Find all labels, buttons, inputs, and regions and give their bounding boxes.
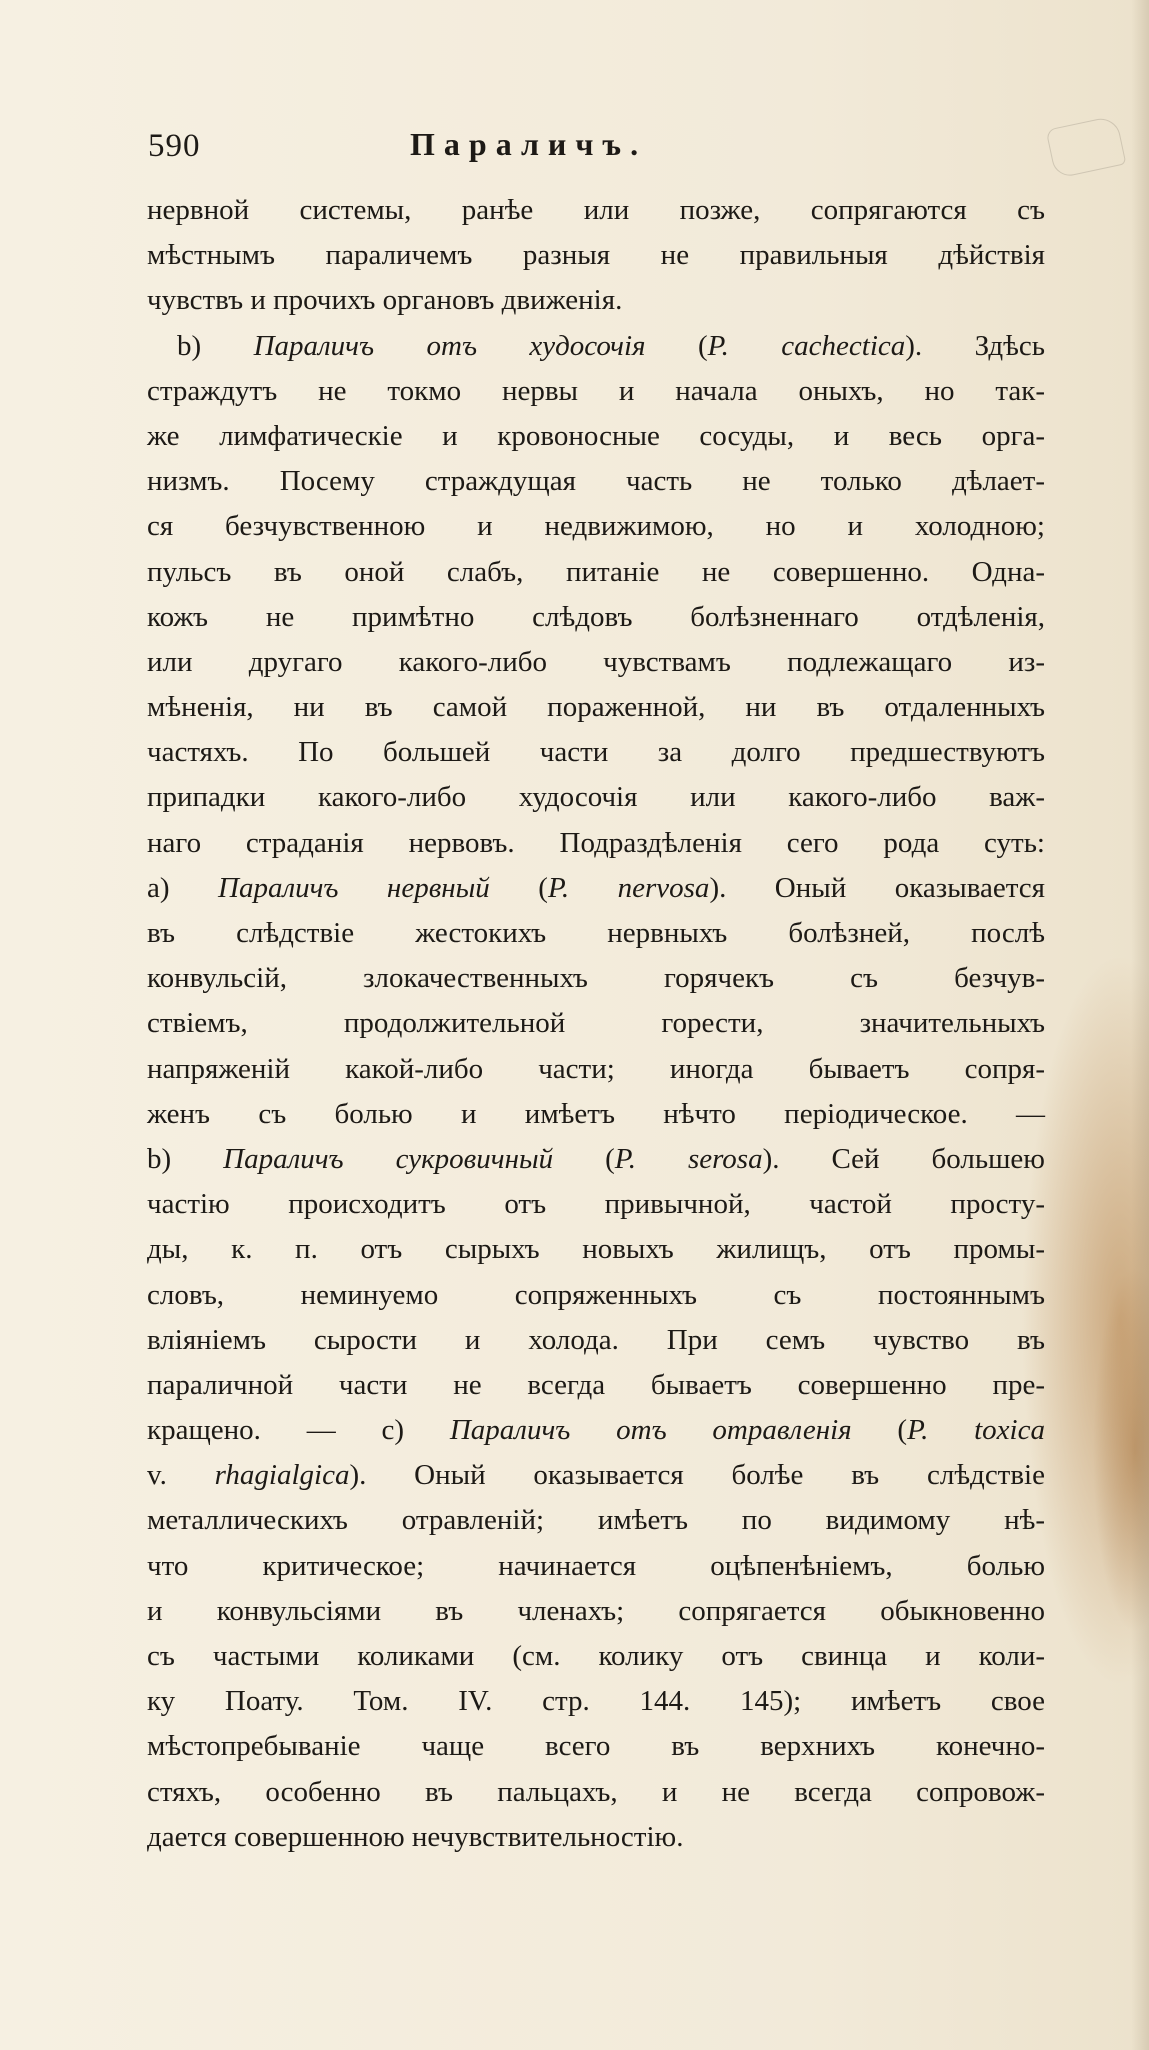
italic-term: P. cachectica bbox=[707, 329, 906, 362]
text-line bbox=[147, 504, 1045, 549]
text-segment: ( bbox=[553, 1142, 615, 1175]
italic-term: Параличъ отъ отравленія bbox=[449, 1414, 852, 1447]
text-segment: частію происходитъ отъ привычной, частой просту- bbox=[147, 1188, 1045, 1221]
text-line bbox=[147, 685, 1045, 730]
text-segment: мѣненія, ни въ самой пораженной, ни въ отдаленныхъ bbox=[147, 691, 1045, 724]
text-line bbox=[147, 866, 1045, 911]
text-line bbox=[147, 414, 1045, 459]
text-segment: частяхъ. По большей части за долго предшествуютъ bbox=[147, 736, 1045, 769]
text-segment: ). Оный оказывается bbox=[709, 871, 1045, 904]
text-line bbox=[147, 730, 1045, 775]
text-line bbox=[147, 1047, 1045, 1092]
text-line bbox=[147, 1408, 1045, 1453]
text-line bbox=[147, 324, 1045, 369]
italic-term: rhagialgica bbox=[214, 1459, 350, 1492]
text-segment: словъ, неминуемо сопряженныхъ съ постояннымъ bbox=[147, 1278, 1045, 1311]
text-segment: припадки какого-либо худосочія или какого-либо важ- bbox=[147, 781, 1045, 814]
text-segment: вліяніемъ сырости и холода. При семъ чувство въ bbox=[147, 1323, 1045, 1356]
text-segment: наго страданія нервовъ. Подраздѣленія сего рода суть: bbox=[147, 826, 1045, 859]
text-segment: металлическихъ отравленій; имѣетъ по видимому нѣ- bbox=[147, 1504, 1045, 1537]
text-line bbox=[147, 550, 1045, 595]
text-segment: нервной системы, ранѣе или позже, сопрягаются съ bbox=[147, 194, 1045, 226]
text-segment: a) bbox=[147, 871, 218, 904]
text-segment: стяхъ, особенно въ пальцахъ, и не всегда сопровож- bbox=[147, 1775, 1045, 1808]
running-head bbox=[148, 128, 1028, 178]
text-segment: пульсъ въ оной слабъ, питаніе не совершенно. Одна- bbox=[147, 555, 1045, 588]
running-title: Параличъ. bbox=[410, 126, 648, 162]
italic-term: Параличъ нервный bbox=[218, 871, 490, 904]
text-line bbox=[147, 1092, 1045, 1137]
text-line bbox=[147, 1273, 1045, 1318]
body-text bbox=[147, 188, 1045, 1860]
page-number: 590 bbox=[148, 128, 201, 164]
text-line bbox=[147, 1544, 1045, 1589]
text-line bbox=[147, 775, 1045, 820]
text-segment: конвульсій, злокачественныхъ горячекъ съ безчув- bbox=[147, 962, 1045, 995]
text-segment: кращено. — c) bbox=[147, 1414, 450, 1447]
text-line bbox=[147, 911, 1045, 956]
text-line bbox=[147, 956, 1045, 1001]
text-line bbox=[147, 1815, 1045, 1860]
text-line bbox=[147, 640, 1045, 685]
text-line bbox=[147, 1001, 1045, 1046]
paper-stain-mark bbox=[1046, 115, 1127, 179]
text-segment: мѣстопребываніе чаще всего въ верхнихъ конечно- bbox=[147, 1730, 1045, 1763]
text-line bbox=[147, 1318, 1045, 1363]
text-segment: ( bbox=[489, 871, 548, 904]
text-segment: ). Здѣсь bbox=[905, 329, 1046, 362]
text-line bbox=[147, 1182, 1045, 1227]
text-segment: и конвульсіями въ членахъ; сопрягается обыкновенно bbox=[147, 1594, 1045, 1627]
italic-term: P. serosa bbox=[614, 1142, 763, 1175]
text-segment: женъ съ болью и имѣетъ нѣчто періодическое. — bbox=[147, 1097, 1045, 1130]
text-segment: ды, к. п. отъ сырыхъ новыхъ жилищъ, отъ промы- bbox=[147, 1233, 1045, 1266]
text-segment: v. bbox=[147, 1459, 215, 1492]
italic-term: Параличъ сукровичный bbox=[223, 1142, 554, 1175]
text-segment: кожъ не примѣтно слѣдовъ болѣзненнаго отдѣленія, bbox=[147, 600, 1045, 633]
text-line bbox=[147, 595, 1045, 640]
text-line bbox=[147, 821, 1045, 866]
text-line bbox=[147, 1453, 1045, 1498]
text-segment: въ слѣдствіе жестокихъ нервныхъ болѣзней, послѣ bbox=[147, 917, 1045, 949]
italic-term: Параличъ отъ худосочія bbox=[253, 329, 646, 362]
text-segment: ( bbox=[645, 329, 708, 362]
text-segment: мѣстнымъ параличемъ разныя не правильныя дѣйствія bbox=[147, 239, 1045, 272]
text-segment: страждутъ не токмо нервы и начала оныхъ, но так- bbox=[147, 374, 1045, 407]
page-edge-shadow bbox=[1131, 0, 1149, 2050]
text-line bbox=[147, 369, 1045, 414]
text-segment: напряженій какой-либо части; иногда бываетъ сопря- bbox=[147, 1052, 1045, 1085]
text-line bbox=[147, 278, 1045, 323]
text-line bbox=[147, 1724, 1045, 1769]
text-segment: параличной части не всегда бываетъ совершенно пре- bbox=[147, 1368, 1045, 1401]
text-line bbox=[147, 1137, 1045, 1182]
text-segment: ствіемъ, продолжительной горести, значительныхъ bbox=[147, 1007, 1045, 1040]
text-segment: съ частыми коликами (см. колику отъ свинца и коли- bbox=[147, 1640, 1045, 1672]
text-line bbox=[147, 1363, 1045, 1408]
italic-term: P. nervosa bbox=[547, 871, 710, 904]
text-line bbox=[147, 1679, 1045, 1724]
text-segment: b) bbox=[147, 1142, 224, 1175]
text-segment: что критическое; начинается оцѣпенѣніемъ, болью bbox=[147, 1549, 1045, 1582]
text-line bbox=[147, 188, 1045, 233]
text-segment: низмъ. Посему страждущая часть не только дѣлает- bbox=[147, 465, 1045, 498]
text-line bbox=[147, 1227, 1045, 1272]
text-segment: дается совершенною нечувствительностію. bbox=[147, 1820, 684, 1853]
text-segment: же лимфатическіе и кровоносные сосуды, и весь орга- bbox=[147, 419, 1045, 452]
text-line bbox=[147, 233, 1045, 278]
italic-term: P. toxica bbox=[907, 1414, 1045, 1447]
text-segment: чувствъ и прочихъ органовъ движенія. bbox=[147, 284, 623, 317]
text-segment: b) bbox=[177, 329, 254, 362]
text-line bbox=[147, 459, 1045, 504]
text-segment: ). Оный оказывается болѣе въ слѣдствіе bbox=[349, 1459, 1045, 1492]
text-segment: ся безчувственною и недвижимою, но и холодною; bbox=[147, 510, 1045, 543]
text-line bbox=[147, 1589, 1045, 1634]
text-line bbox=[147, 1634, 1045, 1679]
text-line bbox=[147, 1498, 1045, 1543]
text-segment: ку Поату. Том. IV. стр. 144. 145); имѣетъ свое bbox=[147, 1685, 1045, 1718]
text-segment: ). Сей большею bbox=[762, 1142, 1045, 1175]
text-segment: ( bbox=[851, 1414, 908, 1447]
text-segment: или другаго какого-либо чувствамъ подлежащаго из- bbox=[147, 645, 1045, 678]
text-line bbox=[147, 1770, 1045, 1815]
